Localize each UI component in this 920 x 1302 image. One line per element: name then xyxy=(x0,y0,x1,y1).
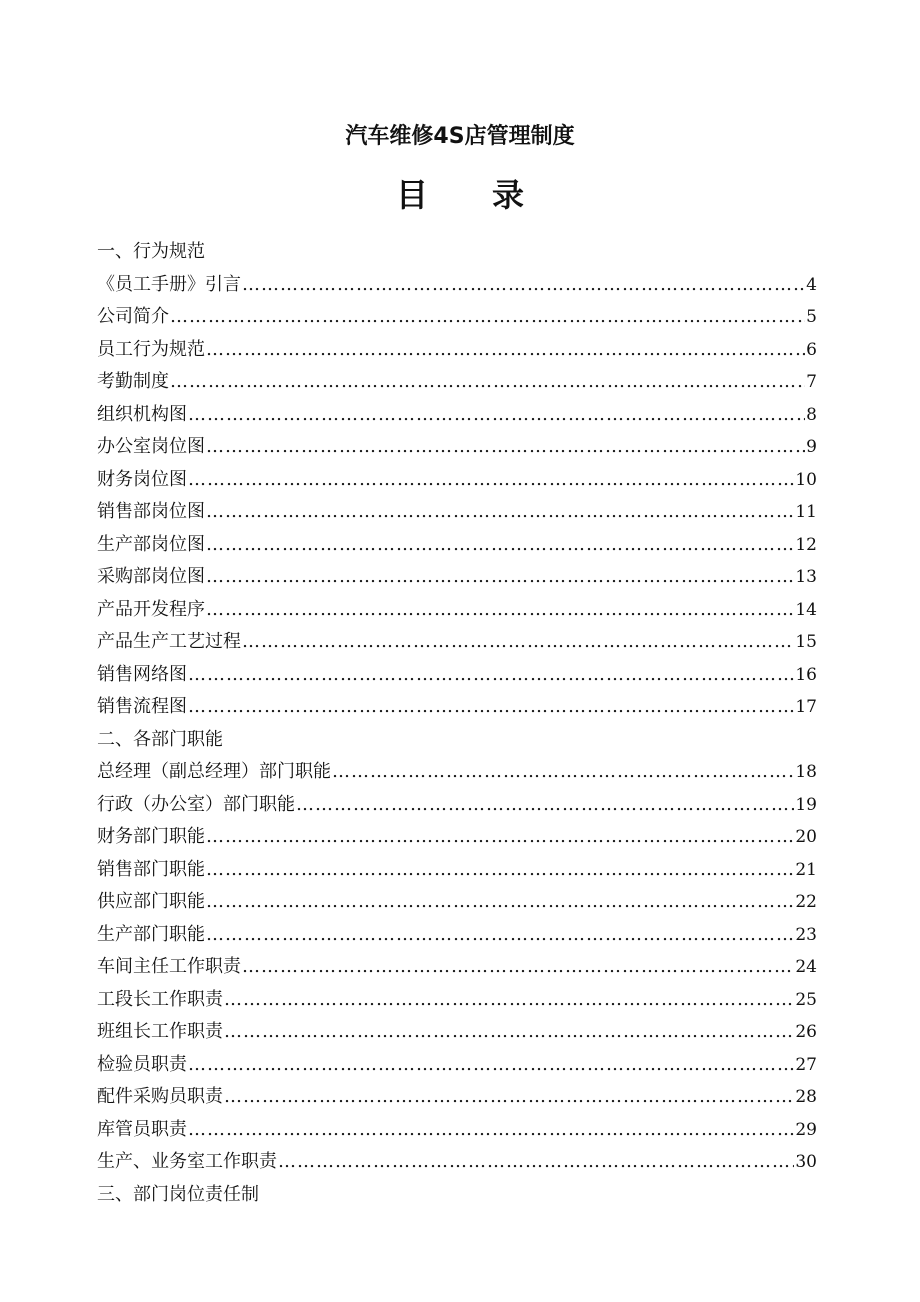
toc-dot-leader xyxy=(224,984,794,1017)
toc-entry[interactable] xyxy=(97,789,817,822)
toc-page-number: 5 xyxy=(806,307,817,327)
toc-entry[interactable] xyxy=(97,1016,817,1049)
toc-page-number: 29 xyxy=(795,1119,817,1140)
toc-entry[interactable] xyxy=(97,431,817,464)
toc-entry-label: 供应部门职能 xyxy=(97,891,205,912)
toc-dot-leader xyxy=(206,886,794,919)
toc-entry[interactable] xyxy=(97,659,817,692)
toc-entry-label: 办公室岗位图 xyxy=(97,436,205,457)
toc-page-number: 17 xyxy=(795,697,817,717)
toc-entry[interactable] xyxy=(97,334,817,367)
toc-entry[interactable] xyxy=(97,301,817,334)
toc-page-number: 27 xyxy=(795,1054,817,1075)
toc-dot-leader xyxy=(242,626,794,659)
document-title: 汽车维修4S店管理制度 xyxy=(345,124,575,149)
toc-entry[interactable] xyxy=(97,821,817,854)
toc-entry[interactable] xyxy=(97,854,817,887)
toc-dot-leader xyxy=(296,789,794,822)
toc-dot-leader xyxy=(278,1146,794,1179)
toc-entry[interactable] xyxy=(97,951,817,984)
toc-entry-label: 生产部岗位图 xyxy=(97,533,205,555)
toc-entry-label: 组织机构图 xyxy=(97,403,187,425)
toc-entry-label: 库管员职责 xyxy=(97,1118,187,1140)
toc-entry[interactable] xyxy=(97,1114,817,1147)
toc-entry[interactable] xyxy=(97,919,817,952)
toc-dot-leader xyxy=(206,334,805,367)
toc-page-number: 25 xyxy=(795,989,817,1010)
toc-entry-label: 产品开发程序 xyxy=(97,598,205,620)
toc-entry[interactable] xyxy=(97,594,817,627)
toc-dot-leader xyxy=(206,496,794,529)
toc-entry[interactable] xyxy=(97,1146,817,1179)
toc-entry[interactable] xyxy=(97,366,817,399)
toc-entry[interactable] xyxy=(97,561,817,594)
toc-heading: 目录 xyxy=(395,176,588,214)
toc-entry-label: 采购部岗位图 xyxy=(97,566,205,587)
toc-entry[interactable] xyxy=(97,626,817,659)
toc-dot-leader xyxy=(188,1049,794,1082)
toc-dot-leader xyxy=(188,464,794,497)
toc-dot-leader xyxy=(206,529,794,562)
toc-page-number: 14 xyxy=(795,599,817,620)
toc-entry-label: 公司简介 xyxy=(97,306,169,327)
toc-entry-label: 财务部门职能 xyxy=(97,826,205,847)
toc-page-number: 11 xyxy=(795,502,817,522)
toc-page-number: 15 xyxy=(795,632,817,652)
toc-dot-leader xyxy=(242,269,805,302)
toc-entry-label: 配件采购员职责 xyxy=(97,1086,223,1107)
toc-page-number: 18 xyxy=(795,762,817,782)
toc-entry[interactable] xyxy=(97,529,817,562)
toc-dot-leader xyxy=(188,659,794,692)
toc-entry-label: 车间主任工作职责 xyxy=(97,956,241,977)
toc-entry-label: 行政（办公室）部门职能 xyxy=(97,793,295,815)
table-of-contents xyxy=(97,236,817,1211)
toc-dot-leader xyxy=(224,1016,794,1049)
toc-entry-label: 考勤制度 xyxy=(97,371,169,392)
toc-entry[interactable] xyxy=(97,886,817,919)
toc-entry[interactable] xyxy=(97,1081,817,1114)
toc-entry[interactable] xyxy=(97,269,817,302)
toc-entry[interactable] xyxy=(97,756,817,789)
toc-dot-leader xyxy=(206,431,805,464)
toc-dot-leader xyxy=(224,1081,794,1114)
toc-entry-label: 班组长工作职责 xyxy=(97,1021,223,1042)
toc-page-number: 12 xyxy=(795,534,817,555)
toc-section-heading: 二、各部门职能 xyxy=(97,728,223,750)
toc-page-number: 24 xyxy=(795,957,817,977)
toc-entry-label: 销售流程图 xyxy=(97,696,187,717)
toc-dot-leader xyxy=(206,821,794,854)
toc-entry[interactable] xyxy=(97,1049,817,1082)
toc-page-number: 10 xyxy=(795,469,817,490)
toc-entry[interactable] xyxy=(97,399,817,432)
toc-entry-label: 生产、业务室工作职责 xyxy=(97,1151,277,1172)
toc-dot-leader xyxy=(206,561,794,594)
toc-dot-leader xyxy=(206,594,794,627)
toc-entry-label: 产品生产工艺过程 xyxy=(97,631,241,652)
toc-dot-leader xyxy=(170,301,805,334)
toc-entry[interactable] xyxy=(97,496,817,529)
toc-entry-label: 《员工手册》引言 xyxy=(97,273,241,295)
toc-entry-label: 销售部门职能 xyxy=(97,858,205,880)
toc-page-number: 28 xyxy=(795,1087,817,1107)
toc-entry-label: 生产部门职能 xyxy=(97,923,205,945)
toc-page-number: 20 xyxy=(795,827,817,847)
toc-page-number: 26 xyxy=(795,1022,817,1042)
toc-dot-leader xyxy=(188,399,805,432)
toc-page-number: 19 xyxy=(795,794,817,815)
toc-entry-label: 员工行为规范 xyxy=(97,338,205,360)
toc-page-number: 16 xyxy=(795,664,817,685)
toc-page-number: 23 xyxy=(795,924,817,945)
toc-page-number: 9 xyxy=(806,437,817,457)
toc-page-number: 13 xyxy=(795,567,817,587)
toc-section-heading: 一、行为规范 xyxy=(97,241,205,262)
toc-dot-leader xyxy=(242,951,794,984)
toc-dot-leader xyxy=(206,854,794,887)
toc-page-number: 4 xyxy=(806,274,817,295)
toc-entry-label: 销售部岗位图 xyxy=(97,501,205,522)
toc-dot-leader xyxy=(188,691,794,724)
toc-entry-label: 销售网络图 xyxy=(97,663,187,685)
toc-entry-label: 工段长工作职责 xyxy=(97,988,223,1010)
toc-dot-leader xyxy=(332,756,794,789)
toc-dot-leader xyxy=(206,919,794,952)
toc-page-number: 7 xyxy=(806,372,817,392)
toc-entry[interactable] xyxy=(97,691,817,724)
toc-page-number: 8 xyxy=(806,404,817,425)
toc-entry-label: 总经理（副总经理）部门职能 xyxy=(97,761,331,782)
toc-page-number: 21 xyxy=(795,859,817,880)
toc-page-number: 6 xyxy=(806,339,817,360)
toc-section-heading: 三、部门岗位责任制 xyxy=(97,1183,259,1205)
toc-dot-leader xyxy=(170,366,805,399)
toc-entry[interactable] xyxy=(97,984,817,1017)
toc-entry-label: 财务岗位图 xyxy=(97,468,187,490)
toc-page-number: 30 xyxy=(795,1152,817,1172)
toc-page-number: 22 xyxy=(795,892,817,912)
toc-dot-leader xyxy=(188,1114,794,1147)
toc-entry[interactable] xyxy=(97,464,817,497)
toc-entry-label: 检验员职责 xyxy=(97,1053,187,1075)
